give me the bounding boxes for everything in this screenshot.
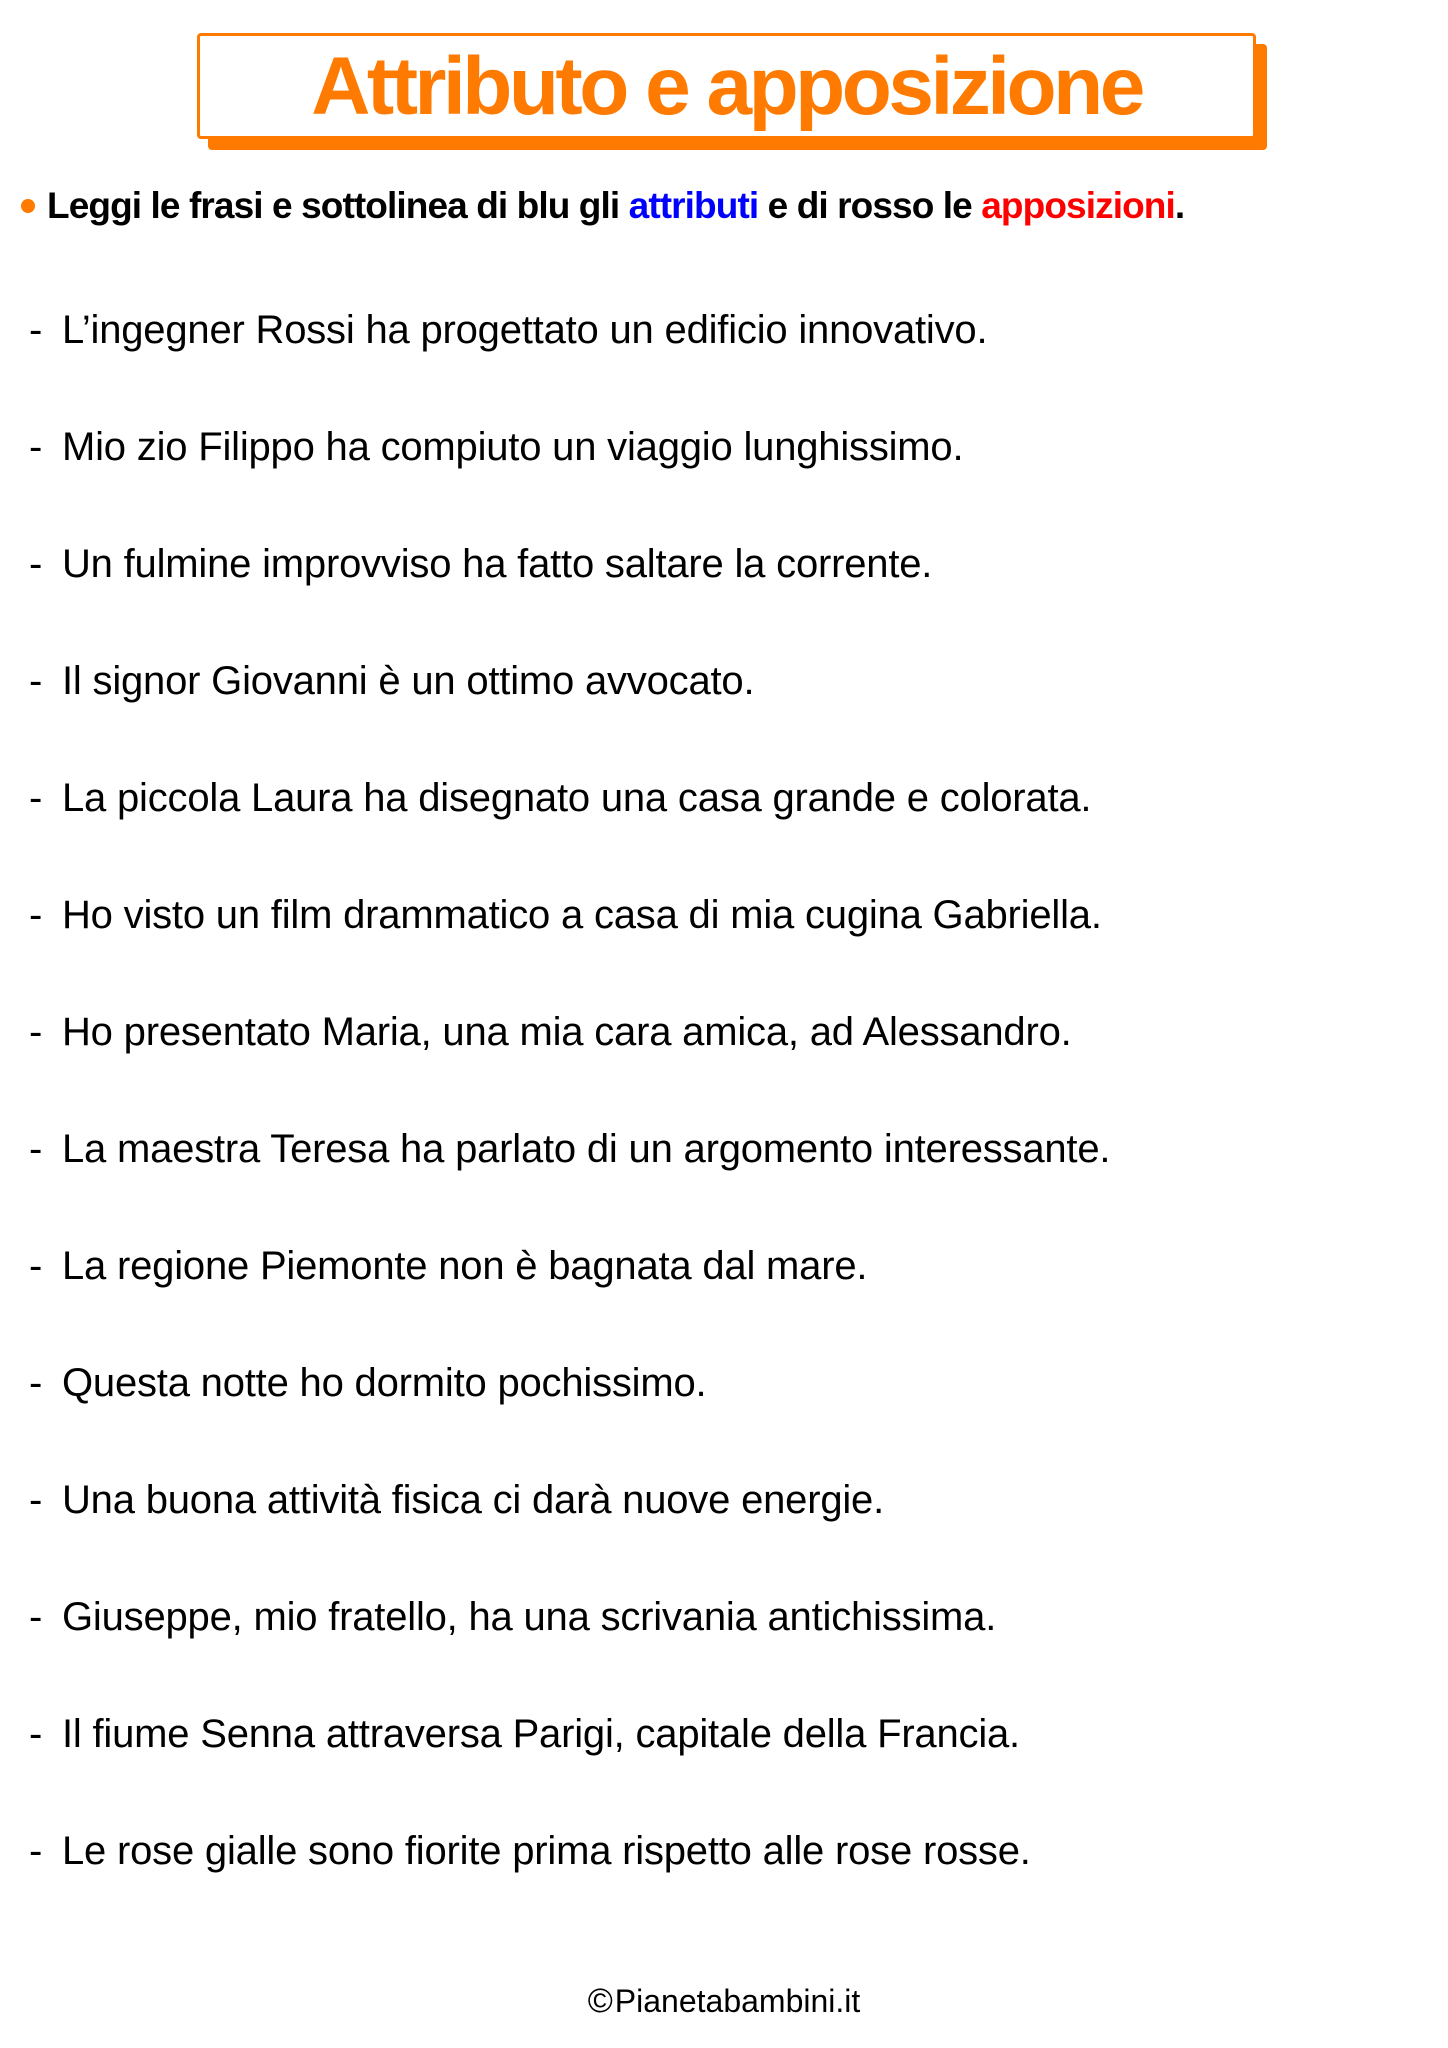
dash: - [29,1244,43,1288]
dash: - [29,1010,43,1054]
sentence-item [29,778,1110,895]
sentence-item [29,1246,1110,1363]
footer-credit [0,1982,1448,2020]
sentence-text: Una buona attività fisica ci darà nuove energie. [62,1478,885,1522]
sentence-text: La piccola Laura ha disegnato una casa grande e colorata. [62,776,1092,820]
dash: - [29,308,43,352]
sentence-item [29,895,1110,1012]
dash: - [29,425,43,469]
dash: - [29,1127,43,1171]
sentence-item [29,310,1110,427]
dash: - [29,893,43,937]
instruction [21,183,1441,227]
sentence-text: Mio zio Filippo ha compiuto un viaggio lunghissimo. [62,425,964,469]
instruction-text [47,184,1185,226]
dash: - [29,776,43,820]
sentence-item [29,1597,1110,1714]
instruction-part-2: e di rosso le [758,184,982,226]
sentence-item [29,1363,1110,1480]
sentence-text: Ho presentato Maria, una mia cara amica, ad Alessandro. [62,1010,1072,1054]
sentence-list [29,310,1110,1948]
sentence-item [29,1129,1110,1246]
instruction-part-1: Leggi le frasi e sottolinea di blu gli [47,184,629,226]
sentence-item [29,661,1110,778]
dash: - [29,1478,43,1522]
dash: - [29,659,43,703]
keyword-apposizioni: apposizioni [981,184,1175,226]
dash: - [29,1829,43,1873]
dash: - [29,1361,43,1405]
keyword-attributi: attributi [628,184,759,226]
sentence-text: Un fulmine improvviso ha fatto saltare la corrente. [62,542,933,586]
sentence-item [29,544,1110,661]
sentence-text: Le rose gialle sono fiorite prima rispetto alle rose rosse. [62,1829,1031,1873]
sentence-text: Il signor Giovanni è un ottimo avvocato. [62,659,755,703]
dash: - [29,1595,43,1639]
sentence-item [29,1714,1110,1831]
sentence-text: Giuseppe, mio fratello, ha una scrivania antichissima. [62,1595,997,1639]
dash: - [29,542,43,586]
sentence-text: Ho visto un film drammatico a casa di mia cugina Gabriella. [62,893,1102,937]
dash: - [29,1712,43,1756]
sentence-text: L’ingegner Rossi ha progettato un edificio innovativo. [62,308,988,352]
copyright-icon: © [587,1982,613,2020]
instruction-part-3: . [1174,184,1185,226]
bullet-dot-icon [21,199,35,213]
sentence-text: Questa notte ho dormito pochissimo. [62,1361,707,1405]
sentence-text: La regione Piemonte non è bagnata dal mare. [62,1244,868,1288]
title-box [197,33,1256,139]
page-title: Attributo e apposizione [311,41,1142,132]
sentence-text: Il fiume Senna attraversa Parigi, capitale della Francia. [62,1712,1020,1756]
sentence-text: La maestra Teresa ha parlato di un argomento interessante. [62,1127,1111,1171]
sentence-item [29,1831,1110,1948]
sentence-item [29,1012,1110,1129]
sentence-item [29,427,1110,544]
footer-site-name: Pianetabambini.it [614,1983,861,2019]
sentence-item [29,1480,1110,1597]
